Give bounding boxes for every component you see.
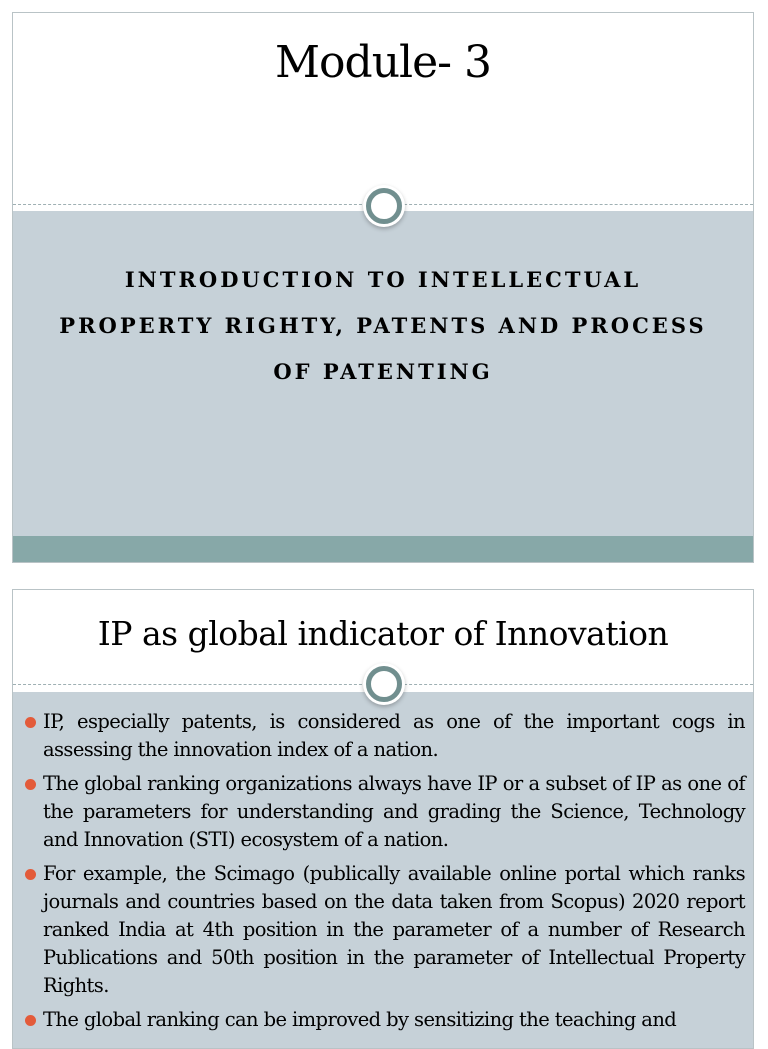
slide-1 bbox=[12, 12, 754, 563]
bullet-list bbox=[13, 708, 753, 1040]
slide-2 bbox=[12, 589, 754, 1049]
list-item: For example, the Scimago (publically available online portal which ranks journals and countries based on the data taken from Scopus) 2020 report ranked India at 4th position in the parameter of a number of Research Publications and 50th position in the parameter of Intellectual Property Rights. bbox=[25, 860, 745, 1000]
bullet-icon bbox=[25, 779, 36, 790]
bullet-icon bbox=[25, 717, 36, 728]
slide-title: Module- 3 bbox=[274, 37, 491, 88]
ring-ornament-icon bbox=[366, 666, 402, 702]
bullet-icon bbox=[25, 1015, 36, 1026]
list-item: The global ranking organizations always have IP or a subset of IP as one of the parameters for understanding and grading the Science, Technology and Innovation (STI) ecosystem of a nation. bbox=[25, 770, 745, 854]
slide-subtitle: INTRODUCTION TO INTELLECTUAL PROPERTY RIGHTY, PATENTS AND PROCESS OF PATENTING bbox=[59, 267, 707, 384]
list-item: The global ranking can be improved by sensitizing the teaching and bbox=[25, 1006, 745, 1034]
slide-title: IP as global indicator of Innovation bbox=[97, 614, 669, 653]
bullet-icon bbox=[25, 869, 36, 880]
list-item: IP, especially patents, is considered as one of the important cogs in assessing the innovation index of a nation. bbox=[25, 708, 745, 764]
footer-band bbox=[13, 536, 753, 562]
ring-ornament-icon bbox=[366, 188, 402, 224]
